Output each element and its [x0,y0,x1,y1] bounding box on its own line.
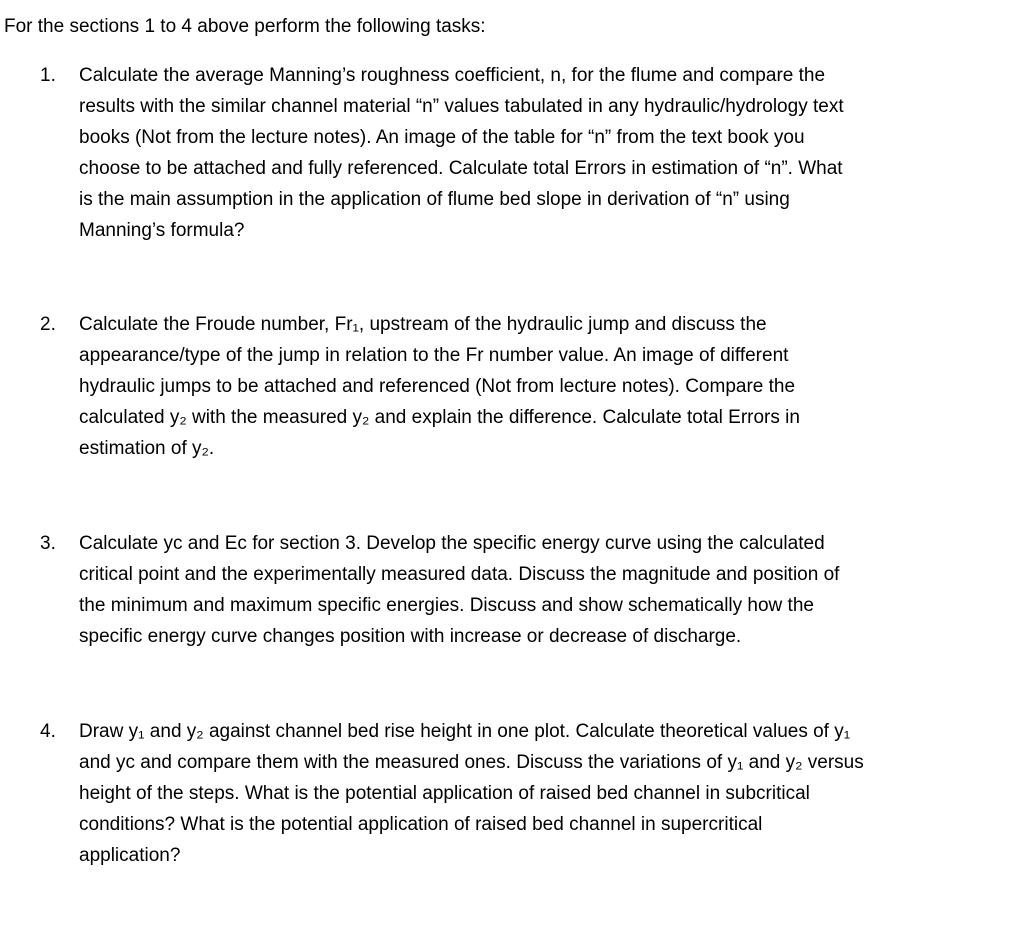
task-item-3 [40,528,1000,652]
task-number: 3. [40,533,56,554]
task-line: is the main assumption in the application of flume bed slope in derivation of “n” using [79,189,790,210]
task-line: Calculate yc and Ec for section 3. Develop the specific energy curve using the calculated [79,533,825,554]
task-line: critical point and the experimentally measured data. Discuss the magnitude and position of [79,564,840,585]
task-line: and yc and compare them with the measured ones. Discuss the variations of y₁ and y₂ versus [79,752,864,773]
task-line: Draw y₁ and y₂ against channel bed rise height in one plot. Calculate theoretical values of y₁ [79,721,851,742]
task-line: books (Not from the lecture notes). An image of the table for “n” from the text book you [79,127,805,148]
task-line: estimation of y₂. [79,438,215,459]
task-line: calculated y₂ with the measured y₂ and explain the difference. Calculate total Errors in [79,407,800,428]
task-item-4 [40,716,1000,871]
task-text [79,309,1000,464]
intro-text: For the sections 1 to 4 above perform the following tasks: [4,16,486,37]
task-item-2 [40,309,1000,464]
task-line: Calculate the Froude number, Fr₁, upstream of the hydraulic jump and discuss the [79,314,767,335]
task-line: specific energy curve changes position with increase or decrease of discharge. [79,626,742,647]
task-number: 4. [40,721,56,742]
task-line: appearance/type of the jump in relation to the Fr number value. An image of different [79,345,789,366]
task-text [79,60,1000,246]
task-line: conditions? What is the potential application of raised bed channel in supercritical [79,814,763,835]
task-number: 1. [40,65,56,86]
task-line: Calculate the average Manning’s roughness coefficient, n, for the flume and compare the [79,65,826,86]
task-text [79,716,1000,871]
task-line: choose to be attached and fully referenced. Calculate total Errors in estimation of “n”. What [79,158,843,179]
task-line: Manning’s formula? [79,220,245,241]
task-number: 2. [40,314,56,335]
task-line: the minimum and maximum specific energies. Discuss and show schematically how the [79,595,814,616]
task-text [79,528,1000,652]
task-item-1 [40,60,1000,246]
task-line: hydraulic jumps to be attached and referenced (Not from lecture notes). Compare the [79,376,796,397]
task-line: height of the steps. What is the potential application of raised bed channel in subcritical [79,783,810,804]
task-line: application? [79,845,181,866]
task-line: results with the similar channel material “n” values tabulated in any hydraulic/hydrology text [79,96,844,117]
